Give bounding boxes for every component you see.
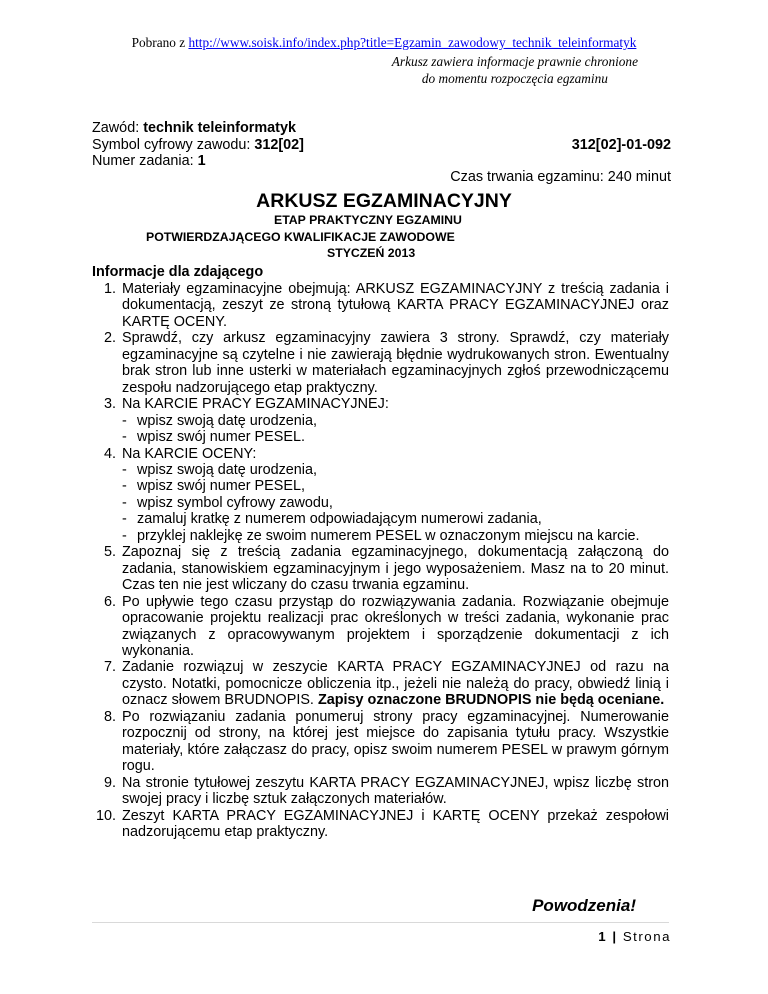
- item-text: Zadanie rozwiązuj w zeszycie KARTA PRACY EGZAMINACYJNEJ od razu na czysto. Notatki, pomocnicze obliczenia itp., jeżeli nie należą do pracy, obwiedź linią i oznacz słowem BRUDNOPIS.: [122, 659, 669, 709]
- item-number: 2.: [103, 330, 116, 347]
- item-number: 4.: [103, 445, 116, 462]
- source-link[interactable]: http://www.soisk.info/index.php?title=Egzamin_zawodowy_technik_teleinformatyk: [188, 35, 637, 50]
- instruction-item: [92, 281, 669, 330]
- subtitle-date: STYCZEŃ 2013: [327, 246, 416, 260]
- source-prefix: Pobrano z: [131, 35, 186, 50]
- sub-instruction: - wpisz swoją datę urodzenia,: [122, 413, 669, 429]
- sub-instruction: - wpisz swoją datę urodzenia,: [122, 462, 669, 478]
- item-text: Materiały egzaminacyjne obejmują: ARKUSZ EGZAMINACYJNY z treścią zadania i dokumentacją, zeszyt ze stroną tytułową KARTA PRACY EGZAMINACYJNEJ oraz KARTĘ OCENY.: [122, 281, 669, 330]
- item-bold-note: Zapisy oznaczone BRUDNOPIS nie będą oceniane.: [317, 692, 665, 709]
- page-separator: |: [612, 929, 618, 944]
- instruction-item: [92, 396, 669, 445]
- item-number: 3.: [103, 396, 116, 413]
- download-source-line: [0, 35, 768, 51]
- sub-instruction-list: [122, 462, 669, 544]
- instruction-item: [92, 446, 669, 545]
- symbol-label: Symbol cyfrowy zawodu:: [92, 136, 251, 153]
- item-text: Po upływie tego czasu przystąp do rozwiązywania zadania. Rozwiązanie obejmuje opracowanie projektu realizacji prac określonych w treści zadania, wykonanie prac związanych z opracowywanym projektem i sporządzenie dokumentacji z ich wykonania.: [122, 593, 669, 659]
- sub-instruction: - zamaluj kratkę z numerem odpowiadającym numerowi zadania,: [122, 511, 669, 527]
- item-text: Na KARCIE OCENY:: [122, 445, 257, 462]
- subtitle-stage: ETAP PRAKTYCZNY EGZAMINU: [274, 213, 462, 227]
- instruction-item: [92, 330, 669, 396]
- instruction-item: [92, 544, 669, 593]
- item-text: Sprawdź, czy arkusz egzaminacyjny zawiera 3 strony. Sprawdź, czy materiały egzaminacyjne są czytelne i nie zawierają błędnie wydrukowanych stron. Ewentualny brak stron lub inne usterki w materiałach egzaminacyjnych zgłoś przewodniczącemu zespołu nadzorującego etap praktyczny.: [122, 330, 669, 396]
- symbol-row: [92, 137, 304, 154]
- item-number: 9.: [103, 774, 116, 791]
- profession-value: technik teleinformatyk: [143, 120, 296, 136]
- item-text: Zeszyt KARTA PRACY EGZAMINACYJNEJ i KARTĘ OCENY przekaż zespołowi nadzorującemu etap praktyczny.: [122, 807, 669, 840]
- item-number: 1.: [103, 281, 116, 297]
- sub-instruction: - wpisz symbol cyfrowy zawodu,: [122, 495, 669, 511]
- exam-duration: Czas trwania egzaminu: 240 minut: [450, 169, 671, 185]
- sub-instruction-list: [122, 413, 669, 446]
- good-luck-message: Powodzenia!: [532, 896, 636, 915]
- profession-label: Zawód:: [92, 120, 140, 136]
- instruction-item: [92, 709, 669, 775]
- footer-divider: [92, 922, 669, 923]
- notice-line-2: do momentu rozpoczęcia egzaminu: [421, 71, 608, 86]
- item-number: 7.: [103, 659, 116, 676]
- item-number: 10.: [95, 807, 116, 824]
- item-text: Na stronie tytułowej zeszytu KARTA PRACY EGZAMINACYJNEJ, wpisz liczbę stron swojej pracy i liczbę sztuk załączonych materiałów.: [122, 774, 669, 808]
- instruction-item: [92, 775, 669, 808]
- item-number: 6.: [103, 593, 116, 610]
- page-footer: [598, 929, 671, 944]
- item-text: Po rozwiązaniu zadania ponumeruj strony pracy egzaminacyjnej. Numerowanie rozpocznij od strony, na której jest miejsce do zapisania tytułu pracy. Wszystkie materiały, które załączasz do pracy, opisz swoim numerem PESEL w prawym górnym rogu.: [122, 708, 669, 775]
- item-text: Zapoznaj się z treścią zadania egzaminacyjnego, dokumentacją załączoną do zadania, stanowiskiem egzaminacyjnym i jego wyposażeniem. Masz na to 20 minut. Czas ten nie jest wliczany do czasu trwania egzaminu.: [122, 544, 669, 594]
- symbol-value: 312[02]: [254, 136, 304, 153]
- page-title: ARKUSZ EGZAMINACYJNY: [256, 190, 512, 212]
- info-heading: Informacje dla zdającego: [92, 264, 264, 280]
- instruction-item: [92, 594, 669, 660]
- sub-instruction: - wpisz swój numer PESEL.: [122, 429, 669, 445]
- task-row: [92, 153, 304, 170]
- exam-meta: [92, 120, 304, 170]
- task-label: Numer zadania:: [92, 153, 194, 169]
- item-number: 8.: [103, 708, 116, 725]
- item-text: Na KARCIE PRACY EGZAMINACYJNEJ:: [122, 396, 389, 413]
- confidentiality-notice: [392, 53, 638, 87]
- profession-row: [92, 120, 304, 137]
- instructions-list: [92, 281, 669, 840]
- page-label: Strona: [622, 929, 671, 944]
- sheet-code: 312[02]-01-092: [571, 137, 671, 153]
- instruction-item: [92, 808, 669, 841]
- sub-instruction: - przyklej naklejkę ze swoim numerem PESEL w oznaczonym miejscu na karcie.: [122, 528, 669, 544]
- subtitle-qualification: POTWIERDZAJĄCEGO KWALIFIKACJE ZAWODOWE: [146, 230, 455, 244]
- page-number: 1: [598, 929, 608, 944]
- instruction-item: [92, 659, 669, 708]
- item-number: 5.: [103, 544, 116, 561]
- task-value: 1: [197, 153, 206, 169]
- sub-instruction: - wpisz swój numer PESEL,: [122, 478, 669, 494]
- notice-line-1: Arkusz zawiera informacje prawnie chronione: [391, 54, 638, 69]
